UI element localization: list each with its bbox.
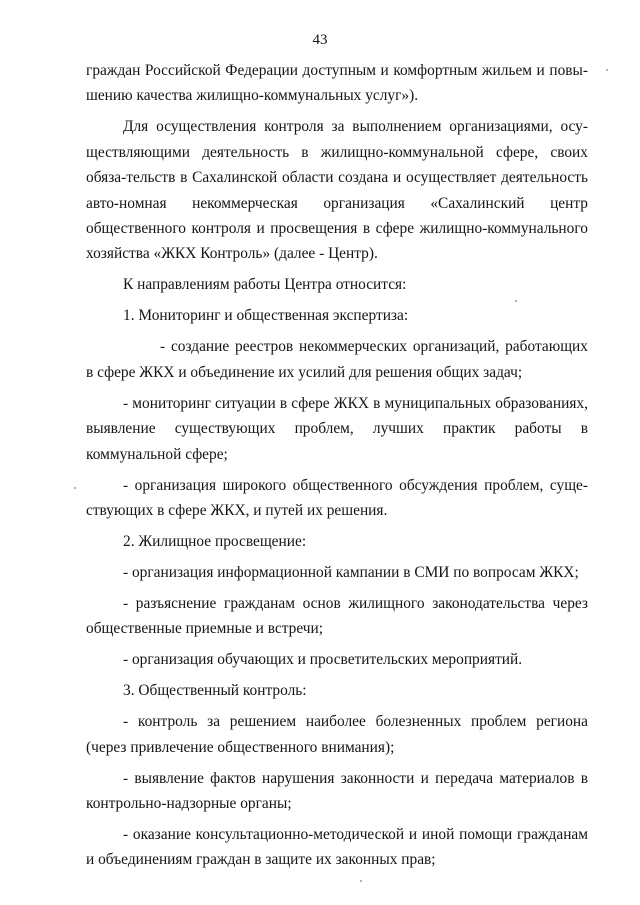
scan-speck — [515, 300, 517, 302]
paragraph-intro-continuation: граждан Российской Федерации доступным и комфортным жильем и повы-шению качества жилищно-коммунальных услуг»). — [86, 62, 588, 105]
section-heading-education: 2. Жилищное просвещение: — [123, 533, 307, 551]
list-item-problem-control: - контроль за решением наиболее болезненных проблем региона (через привлечение общественного внимания); — [86, 713, 588, 756]
list-item-media-campaign: - организация информационной кампании в СМИ по вопросам ЖКХ; — [123, 564, 579, 582]
list-item-violations: - выявление фактов нарушения законности и передача материалов в контрольно-надзорные органы; — [86, 769, 588, 813]
section-heading-monitoring: 1. Мониторинг и общественная экспертиза: — [123, 307, 409, 325]
list-item-public-discussion: - организация широкого общественного обсуждения проблем, суще-ствующих в сфере ЖКХ, и путей их решения. — [86, 476, 588, 520]
scan-speck — [360, 880, 362, 882]
paragraph-control-organization: Для осуществления контроля за выполнением организациями, осу-ществляющими деятельность в жилищно-коммунальной сфере, своих обяза-тельств в Сахалинской области создана и осуществляет деятельность авто-номная некоммерческая организация «Сахалинский центр общественного контроля и просвещения в сфере жилищно-коммунального хозяйства «ЖКХ Контроль» (далее - Центр). — [86, 118, 588, 263]
list-item-registers: - создание реестров некоммерческих организаций, работающих в сфере ЖКХ и объединение их усилий для решения общих задач; — [86, 338, 588, 381]
list-item-educational-events: - организация обучающих и просветительских мероприятий. — [123, 651, 523, 669]
scan-speck — [606, 69, 608, 71]
scan-speck — [74, 487, 76, 489]
document-body — [86, 58, 588, 873]
list-item-legislation-explanation: - разъяснение гражданам основ жилищного законодательства через общественные приемные и встречи; — [86, 595, 588, 638]
paragraph-directions-heading: К направлениям работы Центра относится: — [123, 276, 407, 294]
page-number: 43 — [312, 32, 328, 48]
list-item-consulting-help: - оказание консультационно-методической и иной помощи гражданам и объединениям граждан в защите их законных прав; — [86, 825, 588, 869]
section-heading-public-control: 3. Общественный контроль: — [123, 682, 307, 700]
list-item-monitoring-situation: - мониторинг ситуации в сфере ЖКХ в муниципальных образованиях, выявление существующих проблем, лучших практик работы в коммунальной сфере; — [86, 394, 588, 463]
